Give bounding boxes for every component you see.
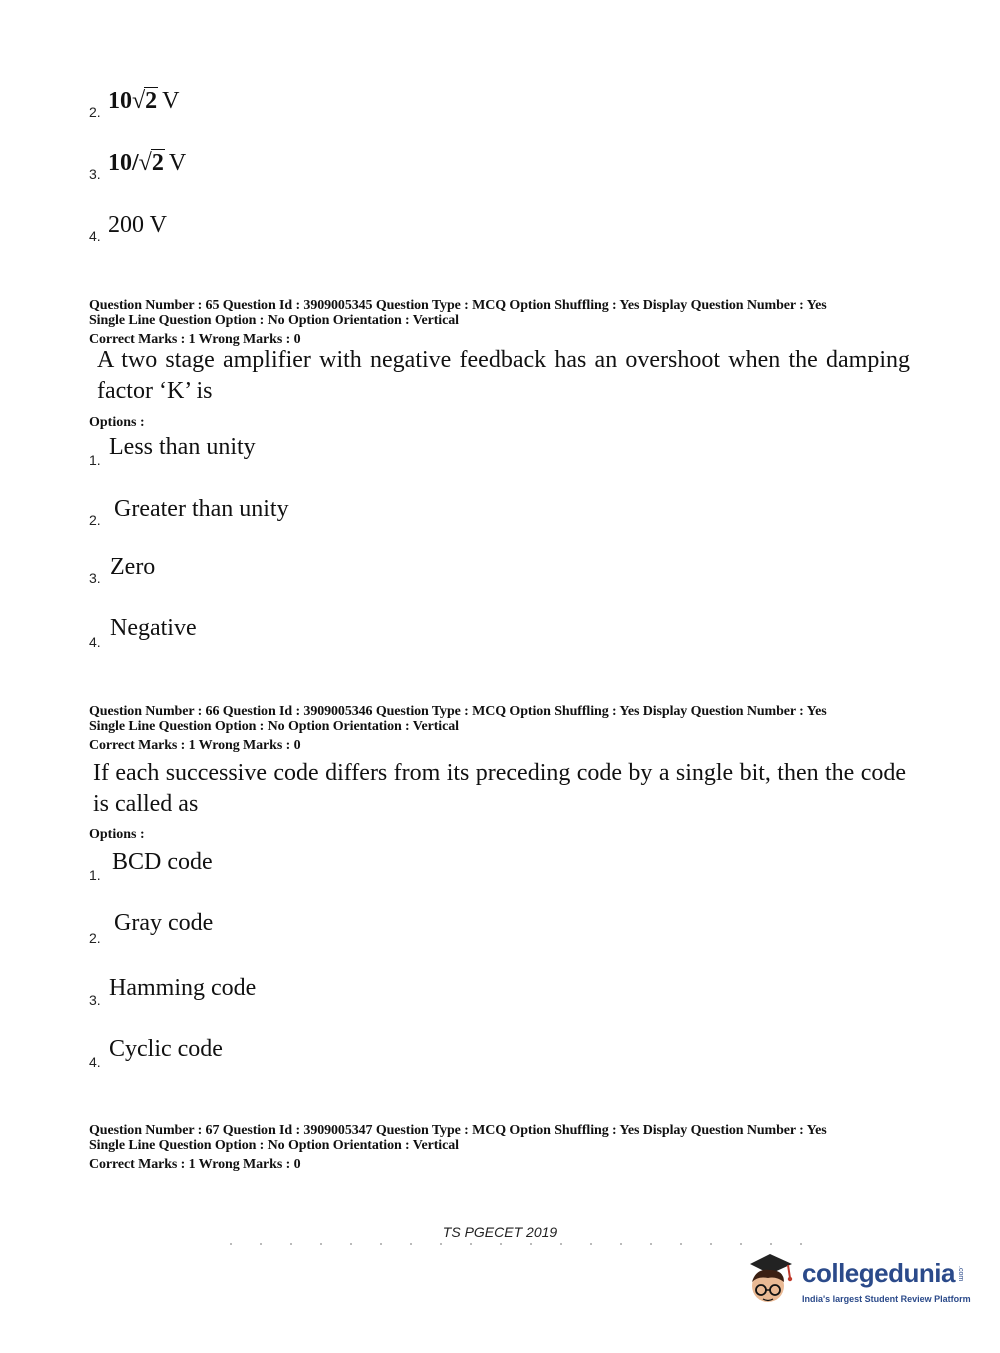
options-label: Options : <box>89 827 145 842</box>
option-text: Gray code <box>114 910 214 936</box>
option-text: Zero <box>110 554 156 580</box>
question-marks: Correct Marks : 1 Wrong Marks : 0 <box>89 1157 301 1172</box>
radicand: 2 <box>145 88 158 114</box>
option-coefficient: 10 <box>108 88 132 114</box>
logo-wordmark: collegedunia <box>802 1258 955 1288</box>
option-number: 2. <box>89 930 101 946</box>
option-unit: V <box>168 150 187 176</box>
mascot-icon <box>740 1246 800 1318</box>
footer-exam-title: TS PGECET 2019 <box>442 1224 558 1240</box>
option-number: 2. <box>89 104 101 120</box>
option-3-value <box>108 150 186 177</box>
question-meta-line2: Single Line Question Option : No Option Orientation : Vertical <box>89 719 459 734</box>
option-number: 3. <box>89 166 101 182</box>
option-number: 3. <box>89 992 101 1008</box>
option-text: BCD code <box>112 849 213 875</box>
option-text: Greater than unity <box>114 496 289 522</box>
option-text: Cyclic code <box>109 1036 223 1062</box>
question-text: A two stage amplifier with negative feedback has an overshoot when the damping factor ‘K’ is <box>97 347 910 404</box>
option-number: 4. <box>89 634 101 650</box>
option-2-value <box>108 88 180 115</box>
question-meta-line1: Question Number : 65 Question Id : 3909005345 Question Type : MCQ Option Shuffling : Yes Display Question Number : Yes <box>89 298 827 313</box>
option-4-text: 200 V <box>108 212 167 238</box>
option-text: Negative <box>110 615 197 641</box>
question-meta-line2: Single Line Question Option : No Option Orientation : Vertical <box>89 313 459 328</box>
option-number: 1. <box>89 867 101 883</box>
option-unit: V <box>162 88 180 114</box>
option-number: 1. <box>89 452 101 468</box>
question-meta-line1: Question Number : 67 Question Id : 3909005347 Question Type : MCQ Option Shuffling : Yes Display Question Number : Yes <box>89 1123 827 1138</box>
collegedunia-logo <box>740 1244 980 1324</box>
sqrt-symbol: √2 <box>132 88 158 114</box>
question-meta-line1: Question Number : 66 Question Id : 3909005346 Question Type : MCQ Option Shuffling : Yes Display Question Number : Yes <box>89 704 827 719</box>
question-meta-line2: Single Line Question Option : No Option Orientation : Vertical <box>89 1138 459 1153</box>
option-number: 3. <box>89 570 101 586</box>
option-text: Hamming code <box>109 975 257 1001</box>
option-number: 4. <box>89 228 101 244</box>
logo-com: .com <box>957 1266 964 1282</box>
question-marks: Correct Marks : 1 Wrong Marks : 0 <box>89 332 301 347</box>
option-text: Less than unity <box>109 434 256 460</box>
options-label: Options : <box>89 415 145 430</box>
question-text: If each successive code differs from its preceding code by a single bit, then the code is called as <box>93 760 906 817</box>
option-coefficient: 10/ <box>108 150 139 176</box>
logo-tagline: India's largest Student Review Platform <box>802 1294 971 1304</box>
question-marks: Correct Marks : 1 Wrong Marks : 0 <box>89 738 301 753</box>
option-number: 4. <box>89 1054 101 1070</box>
option-number: 2. <box>89 512 101 528</box>
sqrt-symbol: √2 <box>138 150 164 176</box>
radicand: 2 <box>151 150 164 176</box>
